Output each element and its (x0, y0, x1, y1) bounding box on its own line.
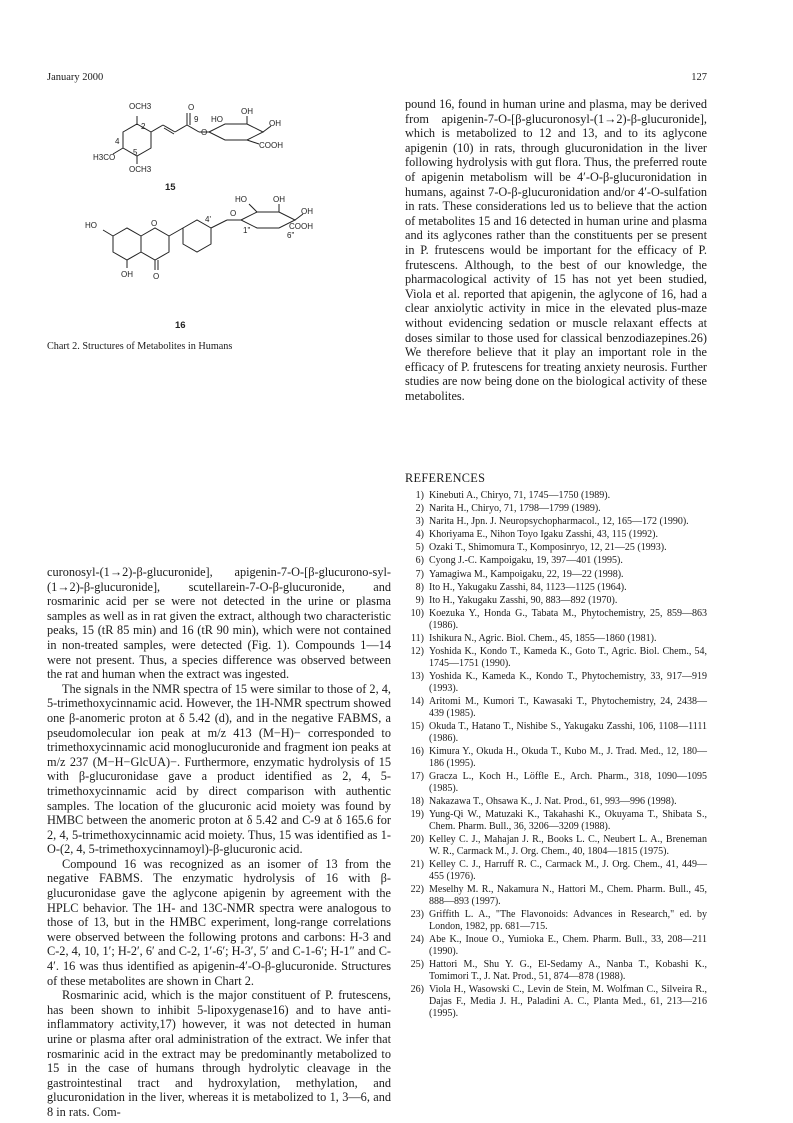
reference-number: 19) (410, 809, 424, 821)
paragraph-3: Compound 16 was recognized as an isomer of 13 from the negative FABMS. The enzymatic hydrolysis of 16 with β-glucuronidase gave the aglycone apigenin by agreement with the HPLC behavior. The 1H- and 13C-NMR spectra were analogous to those of 13, but in the HMBC experiment, long-range correlations were observed between the following protons and carbons: H-3 and C-2, 4, 10, 1′; H-2′, 6′ and C-2, 1′-6′; H-3′, 5′ and C-1-6′; H-1″ and C-4′. 16 was thus identified as apigenin-4′-O-β-glucuronide. Structures of these metabolites are shown in Chart 2. (47, 856, 391, 988)
gluc-oh-label-b: OH (301, 207, 313, 216)
reference-item (405, 582, 707, 594)
reference-item (405, 696, 707, 720)
carbonyl-label: O (188, 103, 195, 112)
reference-number: 17) (410, 770, 424, 782)
ome-top-label: OCH3 (129, 102, 152, 111)
glucuronide-ring-15 (209, 124, 263, 140)
reference-number: 4) (415, 529, 424, 541)
reference-text: Yoshida K., Kameda K., Kondo T., Phytochemistry, 33, 917—919 (1993). (429, 670, 707, 694)
reference-text: Yoshida K., Kondo T., Kameda K., Goto T., Agric. Biol. Chem., 54, 1745—1751 (1990). (429, 645, 707, 669)
reference-text: Yamagiwa M., Kampoigaku, 22, 19—22 (1998). (429, 568, 624, 580)
reference-item (405, 771, 707, 795)
reference-number: 13) (410, 670, 424, 682)
reference-item (405, 671, 707, 695)
reference-number: 8) (415, 581, 424, 593)
pos-4p-label: 4' (205, 215, 211, 224)
pos-6pp-label: 6" (287, 231, 295, 240)
cooh-label-15: COOH (259, 141, 283, 150)
left-column (47, 565, 391, 1120)
reference-item (405, 884, 707, 908)
reference-item (405, 608, 707, 632)
pos-1pp-label: 1" (243, 226, 251, 235)
reference-item (405, 490, 707, 502)
reference-number: 3) (415, 516, 424, 528)
ring-o-label: O (151, 219, 158, 228)
reference-item (405, 746, 707, 770)
reference-item (405, 721, 707, 745)
running-header: January 2000 (47, 72, 104, 83)
reference-number: 25) (410, 959, 424, 971)
reference-number: 14) (410, 695, 424, 707)
reference-number: 26) (410, 984, 424, 996)
reference-number: 20) (410, 834, 424, 846)
reference-number: 1) (415, 490, 424, 501)
reference-item (405, 984, 707, 1020)
reference-number: 18) (410, 795, 424, 807)
pos-4-label: 4 (115, 137, 120, 146)
figure-caption: Chart 2. Structures of Metabolites in Humans (47, 341, 233, 352)
reference-number: 6) (415, 555, 424, 567)
chart-2-structures (47, 96, 391, 336)
reference-text: Ishikura N., Agric. Biol. Chem., 45, 1855—1860 (1981). (429, 632, 657, 644)
reference-item (405, 909, 707, 933)
reference-item (405, 809, 707, 833)
reference-text: Kinebuti A., Chiryo, 71, 1745—1750 (1989). (429, 490, 611, 501)
reference-number: 9) (415, 594, 424, 606)
reference-item (405, 796, 707, 808)
reference-text: Ito H., Yakugaku Zasshi, 84, 1123—1125 (1964). (429, 581, 627, 593)
paragraph-1: curonosyl-(1→2)-β-glucuronide], apigenin-7-O-[β-glucurono-syl-(1→2)-β-glucuronide], scutellarein-7-O-β-glucuronide, and rosmarinic acid per se were not detected in the urine or plasma samples as well as in rat given the extract, although two characteristic peaks, 15 (tR 85 min) and 16 (tR 90 min), which were not contained in non-treated samples, were detected (Fig. 1). Compounds 1—14 were not present. Thus, a species difference was observed between the rat and human when the extract was ingested. (47, 565, 391, 682)
ho-label-16: HO (85, 221, 97, 230)
reference-number: 22) (410, 884, 424, 896)
reference-number: 2) (415, 503, 424, 515)
reference-number: 5) (415, 542, 424, 554)
reference-text: Okuda T., Hatano T., Nishibe S., Yakugaku Zasshi, 106, 1108—1111 (1986). (429, 720, 707, 744)
right-column (405, 97, 707, 403)
reference-item (405, 859, 707, 883)
reference-text: Aritomi M., Kumori T., Kawasaki T., Phytochemistry, 24, 2438—439 (1985). (429, 695, 707, 719)
b-ring-16 (183, 220, 211, 252)
oh-bottom-label: OH (121, 270, 133, 279)
paragraph-4: Rosmarinic acid, which is the major constituent of P. frutescens, has been shown to inhibit 5-lipoxygenase16) and to have anti-inflammatory activity,17) however, it was not detected in human urine or plasma after oral administration of the extract. We infer that rosmarinic acid in the extract may be predominantly metabolized to 15 in the case of humans through hydrolytic cleavage in the gastrointestinal tract and hydroxylation, methylation, and glucuronidation in the liver, whereas it is metabolized to 1, 3—6, and 8 in rats. Com- (47, 988, 391, 1119)
references-heading: REFERENCES (405, 471, 486, 485)
reference-text: Kelley C. J., Harruff R. C., Carmack M., J. Org. Chem., 41, 449—455 (1976). (429, 859, 707, 882)
oh-label-15b: OH (269, 119, 281, 128)
reference-text: Yung-Qi W., Matuzaki K., Takahashi K., Okuyama T., Shibata S., Chem. Pharm. Bull., 36, 3206—3209 (1988). (429, 809, 707, 832)
reference-number: 23) (410, 909, 424, 921)
reference-text: Narita H., Jpn. J. Neuropsychopharmacol., 12, 165—172 (1990). (429, 516, 689, 528)
reference-number: 11) (411, 632, 424, 644)
reference-item (405, 503, 707, 515)
ome-bottom-label: OCH3 (129, 165, 152, 174)
gluc-ho-label: HO (235, 195, 247, 204)
reference-number: 21) (410, 859, 424, 871)
oh-label-15a: OH (241, 107, 253, 116)
reference-text: Hattori M., Shu Y. G., El-Sedamy A., Nanba T., Kobashi K., Tomimori T., J. Nat. Prod., 51, 874—878 (1988). (429, 959, 707, 982)
reference-item (405, 633, 707, 645)
reference-number: 10) (410, 607, 424, 619)
cooh-label-16: COOH (289, 222, 313, 231)
pos-2-label: 2 (141, 122, 146, 131)
reference-item (405, 542, 707, 554)
reference-number: 24) (410, 934, 424, 946)
paragraph-5: pound 16, found in human urine and plasma, may be derived from apigenin-7-O-[β-glucuronosyl-(1→2)-β-glucuronide], which is metabolized to 12 and 13, and to its aglycone apigenin (10) in rats, through glucuronidation in the liver following hydrolysis with gut flora. Thus, the preferred route of apigenin metabolism will be 4′-O-β-glucuronidation in humans, against 7-O-β-glucuronidation and/or 4′-O-sulfation in rats. These considerations led us to believe that the action of metabolites 15 and 16 detected in human urine and plasma and its aglycones rather than the constituents per se present in P. frutescens would be important for the efficacy of P. frutescens. Although, to the best of our knowledge, the pharmacological activity of 15 has not yet been studied, Viola et al. reported that apigenin, the aglycone of 16, had a clear anxiolytic activity in mice in the elevated plus-maze without evidencing sedation or muscle relaxant effects at doses similar to those used for classical benzodiazepines.26) We therefore believe that it play an important role in the efficacy of P. frutescens for treating anxiety neurosis. Further studies are now being done on the biological activity of these metabolites. (405, 97, 707, 403)
reference-item (405, 595, 707, 607)
reference-text: Meselhy M. R., Nakamura N., Hattori M., Chem. Pharm. Bull., 45, 888—893 (1997). (429, 884, 707, 907)
a-ring-16 (113, 228, 141, 260)
reference-item (405, 934, 707, 958)
structure-drawing (47, 96, 391, 336)
pos-5-label: 5 (133, 148, 138, 157)
keto-label: O (153, 272, 160, 281)
ho-label-15: HO (211, 115, 223, 124)
reference-text: Kimura Y., Okuda H., Okuda T., Kubo M., J. Trad. Med., 12, 180—186 (1995). (429, 745, 707, 769)
reference-item (405, 516, 707, 528)
reference-item (405, 646, 707, 670)
compound-16-number: 16 (175, 320, 186, 331)
gluc-oh-label-a: OH (273, 195, 285, 204)
reference-number: 15) (410, 720, 424, 732)
pos-9-label: 9 (194, 115, 199, 124)
reference-text: Viola H., Wasowski C., Levin de Stein, M. Wolfman C., Silveira R., Dajas F., Media J. H., Paladini A. C., Planta Med., 61, 213—216 (1995). (429, 984, 707, 1019)
reference-text: Koezuka Y., Honda G., Tabata M., Phytochemistry, 25, 859—863 (1986). (429, 607, 707, 631)
reference-text: Kelley C. J., Mahajan J. R., Books L. C., Neubert L. A., Breneman W. R., Carmack M., J. Org. Chem., 40, 1804—1815 (1975). (429, 834, 707, 857)
ester-o-label: O (201, 128, 208, 137)
reference-text: Ozaki T., Shimomura T., Komposinryo, 12, 21—25 (1993). (429, 542, 667, 554)
paragraph-2: The signals in the NMR spectra of 15 were similar to those of 2, 4, 5-trimethoxycinnamic acid. However, the 1H-NMR spectrum showed one β-anomeric proton at δ 5.42 (d), and in the negative FABMS, a pseudomolecular ion peak at m/z 413 (M−H)− corresponded to trimethoxycinnamic acid monoglucuronide and fragment ion peaks at m/z 237 (M−H−GlcUA)−. Furthermore, enzymatic hydrolysis of 15 with β-glucuronidase gave a product identified as 2, 4, 5-trimethoxycinnamic acid by direct comparison with authentic samples. The location of the glucuronic acid moiety was found by HMBC between the anomeric proton at δ 5.42 and C-9 at δ 165.6 for 2, 4, 5-trimethoxycinnamic acid moiety. Thus, 15 was identified as 1-O-(2, 4, 5-trimethoxycinnamoyl)-β-glucuronic acid. (47, 681, 391, 857)
reference-item (405, 529, 707, 541)
reference-item (405, 555, 707, 567)
reference-text: Nakazawa T., Ohsawa K., J. Nat. Prod., 61, 993—996 (1998). (429, 795, 677, 807)
ether-o-label: O (230, 209, 237, 218)
reference-number: 16) (410, 745, 424, 757)
reference-list (405, 490, 707, 1021)
c-ring-16 (141, 228, 169, 260)
ome-left-label: H3CO (93, 153, 116, 162)
page-number: 127 (691, 72, 707, 83)
reference-text: Cyong J.-C. Kampoigaku, 19, 397—401 (1995). (429, 555, 623, 567)
compound-15-number: 15 (165, 182, 176, 193)
reference-item (405, 569, 707, 581)
reference-text: Griffith L. A., "The Flavonoids: Advances in Research," ed. by London, 1982, pp. 681—715. (429, 909, 707, 932)
reference-number: 7) (415, 568, 424, 580)
reference-text: Ito H., Yakugaku Zasshi, 90, 883—892 (1970). (429, 594, 618, 606)
reference-number: 12) (410, 645, 424, 657)
reference-item (405, 834, 707, 858)
reference-text: Khoriyama E., Nihon Toyo Igaku Zasshi, 43, 115 (1992). (429, 529, 658, 541)
reference-item (405, 959, 707, 983)
reference-text: Narita H., Chiryo, 71, 1798—1799 (1989). (429, 503, 601, 515)
reference-text: Abe K., Inoue O., Yumioka E., Chem. Pharm. Bull., 33, 208—211 (1990). (429, 934, 707, 957)
reference-text: Gracza L., Koch H., Löffle E., Arch. Pharm., 318, 1090—1095 (1985). (429, 770, 707, 794)
